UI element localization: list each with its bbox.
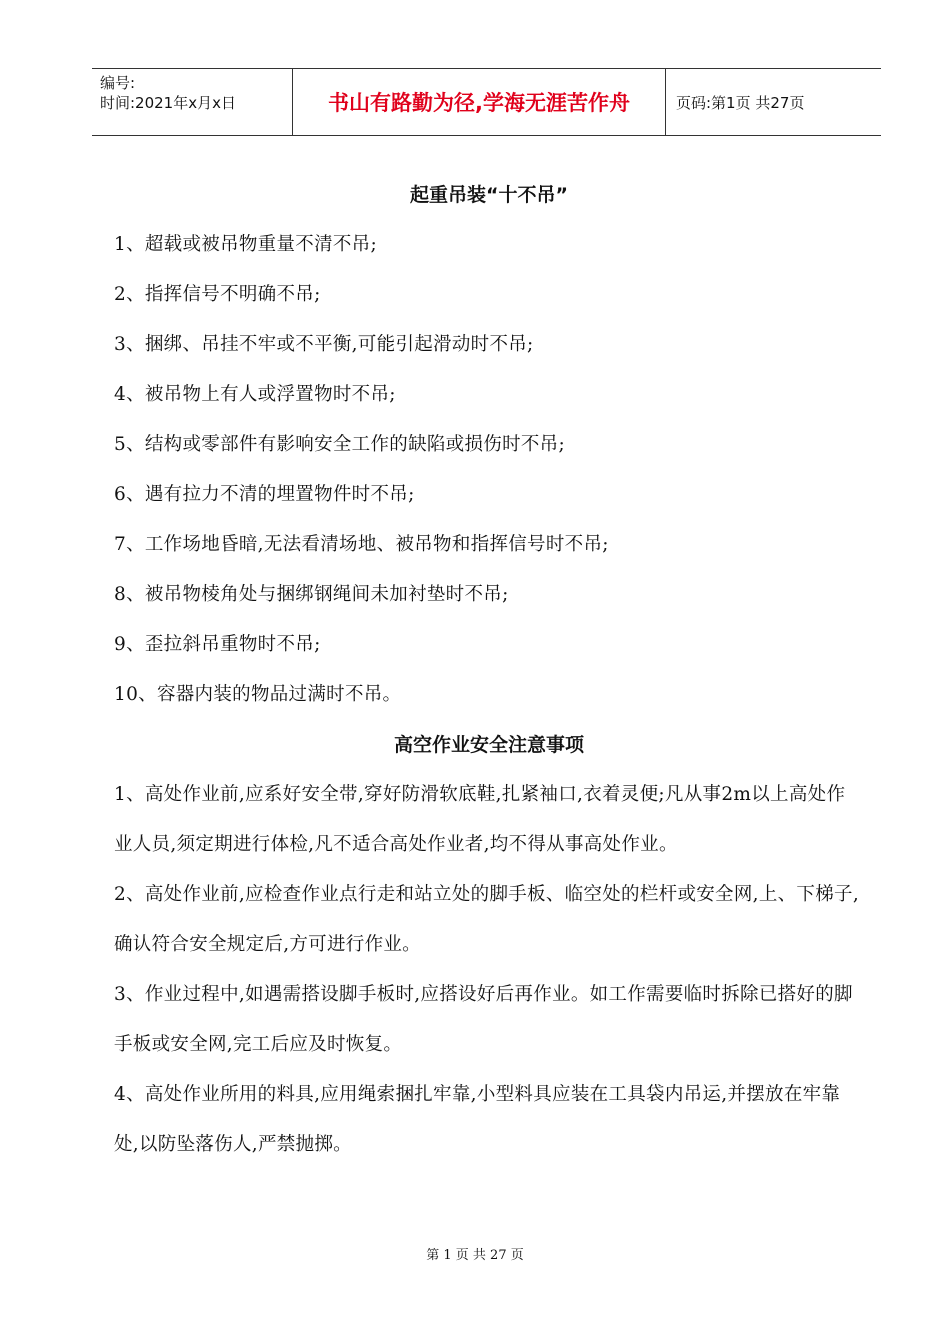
paragraph: 4、高处作业所用的料具,应用绳索捆扎牢靠,小型料具应装在工具袋内吊运,并摆放在牢靠处,以防坠落伤人,严禁抛掷。 — [114, 1084, 841, 1155]
list-item: 4、被吊物上有人或浮置物时不吊; — [114, 384, 396, 405]
section-title-height-work: 高空作业安全注意事项 — [393, 734, 584, 756]
paragraph: 2、高处作业前,应检查作业点行走和站立处的脚手板、临空处的栏杆或安全网,上、下梯子,确认符合安全规定后,方可进行作业。 — [114, 884, 860, 955]
header-page-label: 页码:第1页 共27页 — [676, 93, 805, 112]
document-body — [114, 170, 864, 1170]
list-item: 9、歪拉斜吊重物时不吊; — [114, 634, 321, 655]
page-footer: 第 1 页 共 27 页 — [426, 1248, 524, 1263]
page-header — [92, 68, 881, 136]
list-item: 6、遇有拉力不清的埋置物件时不吊; — [114, 484, 415, 505]
header-meta — [92, 69, 293, 135]
paragraph: 1、高处作业前,应系好安全带,穿好防滑软底鞋,扎紧袖口,衣着灵便;凡从事2m以上高处作业人员,须定期进行体检,凡不适合高处作业者,均不得从事高处作业。 — [114, 784, 846, 855]
list-item: 7、工作场地昏暗,无法看清场地、被吊物和指挥信号时不吊; — [114, 534, 609, 555]
header-motto: 书山有路勤为径,学海无涯苦作舟 — [293, 69, 666, 135]
paragraph: 3、作业过程中,如遇需搭设脚手板时,应搭设好后再作业。如工作需要临时拆除已搭好的脚手板或安全网,完工后应及时恢复。 — [114, 984, 853, 1055]
list-item: 2、指挥信号不明确不吊; — [114, 284, 321, 305]
list-item: 10、容器内装的物品过满时不吊。 — [114, 684, 402, 705]
code-label: 编号: — [100, 74, 136, 92]
list-item: 5、结构或零部件有影响安全工作的缺陷或损伤时不吊; — [114, 434, 566, 455]
list-item: 3、捆绑、吊挂不牢或不平衡,可能引起滑动时不吊; — [114, 334, 534, 355]
time-label: 时间:2021年x月x日 — [100, 94, 236, 112]
list-item: 1、超载或被吊物重量不清不吊; — [114, 234, 378, 255]
list-item: 8、被吊物棱角处与捆绑钢绳间未加衬垫时不吊; — [114, 584, 509, 605]
section-title-lifting: 起重吊装“十不吊” — [410, 184, 568, 206]
